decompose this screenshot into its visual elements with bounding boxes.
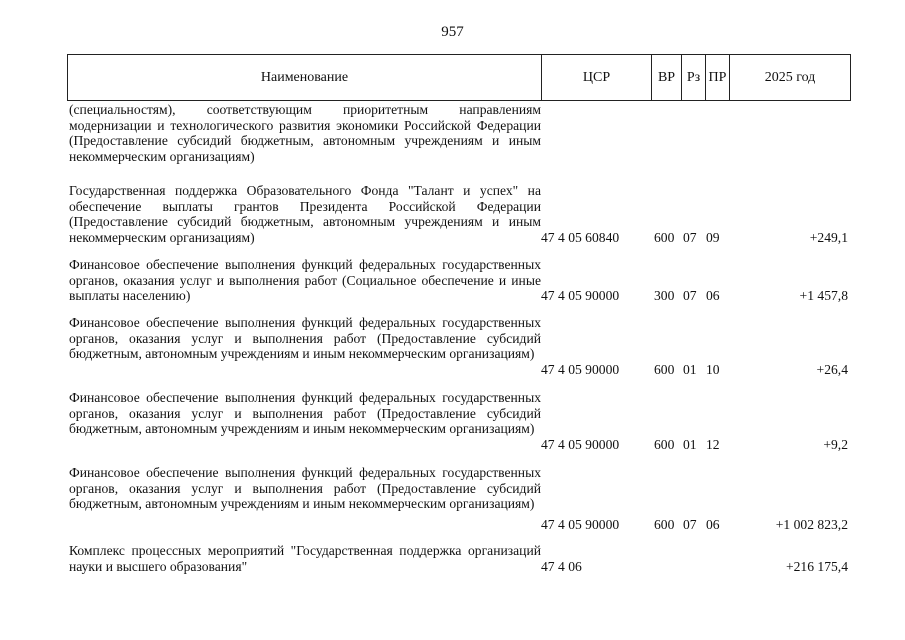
- row-csr: 47 4 05 90000: [541, 362, 620, 377]
- row-pr: 12: [706, 437, 720, 452]
- row-name: (специальностям), соответствующим приоритетным направлениям модернизации и технологического развития экономики Российской Федерации (Предоставление субсидий бюджетным, автономным учреждениям и иным некоммерческим организациям): [69, 102, 541, 164]
- row-name: Финансовое обеспечение выполнения функций федеральных государственных органов, оказания услуг и выполнения работ (Предоставление субсидий бюджетным, автономным учреждениям и иным некоммерческим организациям): [69, 315, 541, 362]
- row-amount: +1 002 823,2: [775, 517, 848, 532]
- row-vr: 600: [654, 437, 675, 452]
- row-name: Финансовое обеспечение выполнения функций федеральных государственных органов, оказания услуг и выполнения работ (Социальное обеспечение и иные выплаты населению): [69, 257, 541, 304]
- header-rz: Рз: [682, 55, 706, 100]
- row-vr: 600: [654, 230, 675, 245]
- header-name: Наименование: [68, 55, 542, 100]
- row-name: Государственная поддержка Образовательного Фонда "Талант и успех" на обеспечение выплаты грантов Президента Российской Федерации (Предоставление субсидий бюджетным, автономным учреждениям и иным некоммерческим организациям): [69, 183, 541, 245]
- page-number: 957: [441, 24, 464, 40]
- header-csr: ЦСР: [542, 55, 652, 100]
- row-amount: +1 457,8: [799, 288, 848, 303]
- row-name: Финансовое обеспечение выполнения функций федеральных государственных органов, оказания услуг и выполнения работ (Предоставление субсидий бюджетным, автономным учреждениям и иным некоммерческим организациям): [69, 465, 541, 512]
- row-amount: +26,4: [816, 362, 848, 377]
- row-pr: 09: [706, 230, 720, 245]
- row-amount: +216 175,4: [785, 559, 848, 574]
- table-header: [67, 54, 851, 101]
- row-csr: 47 4 06: [541, 559, 582, 574]
- header-year: 2025 год: [764, 69, 816, 85]
- row-name: Комплекс процессных мероприятий "Государственная поддержка организаций науки и высшего образования": [69, 543, 541, 574]
- row-csr: 47 4 05 60840: [541, 230, 620, 245]
- row-pr: 06: [706, 517, 720, 532]
- row-csr: 47 4 05 90000: [541, 517, 620, 532]
- header-vr: ВР: [652, 55, 682, 100]
- row-vr: 600: [654, 517, 675, 532]
- row-amount: +249,1: [809, 230, 848, 245]
- row-rz: 01: [683, 362, 697, 377]
- row-csr: 47 4 05 90000: [541, 437, 620, 452]
- row-vr: 300: [654, 288, 675, 303]
- row-csr: 47 4 05 90000: [541, 288, 620, 303]
- row-rz: 01: [683, 437, 697, 452]
- row-rz: 07: [683, 517, 697, 532]
- row-amount: +9,2: [823, 437, 848, 452]
- row-rz: 07: [683, 288, 697, 303]
- row-rz: 07: [683, 230, 697, 245]
- row-pr: 06: [706, 288, 720, 303]
- row-vr: 600: [654, 362, 675, 377]
- row-pr: 10: [706, 362, 720, 377]
- row-name: Финансовое обеспечение выполнения функций федеральных государственных органов, оказания услуг и выполнения работ (Предоставление субсидий бюджетным, автономным учреждениям и иным некоммерческим организациям): [69, 390, 541, 437]
- header-pr: ПР: [706, 55, 730, 100]
